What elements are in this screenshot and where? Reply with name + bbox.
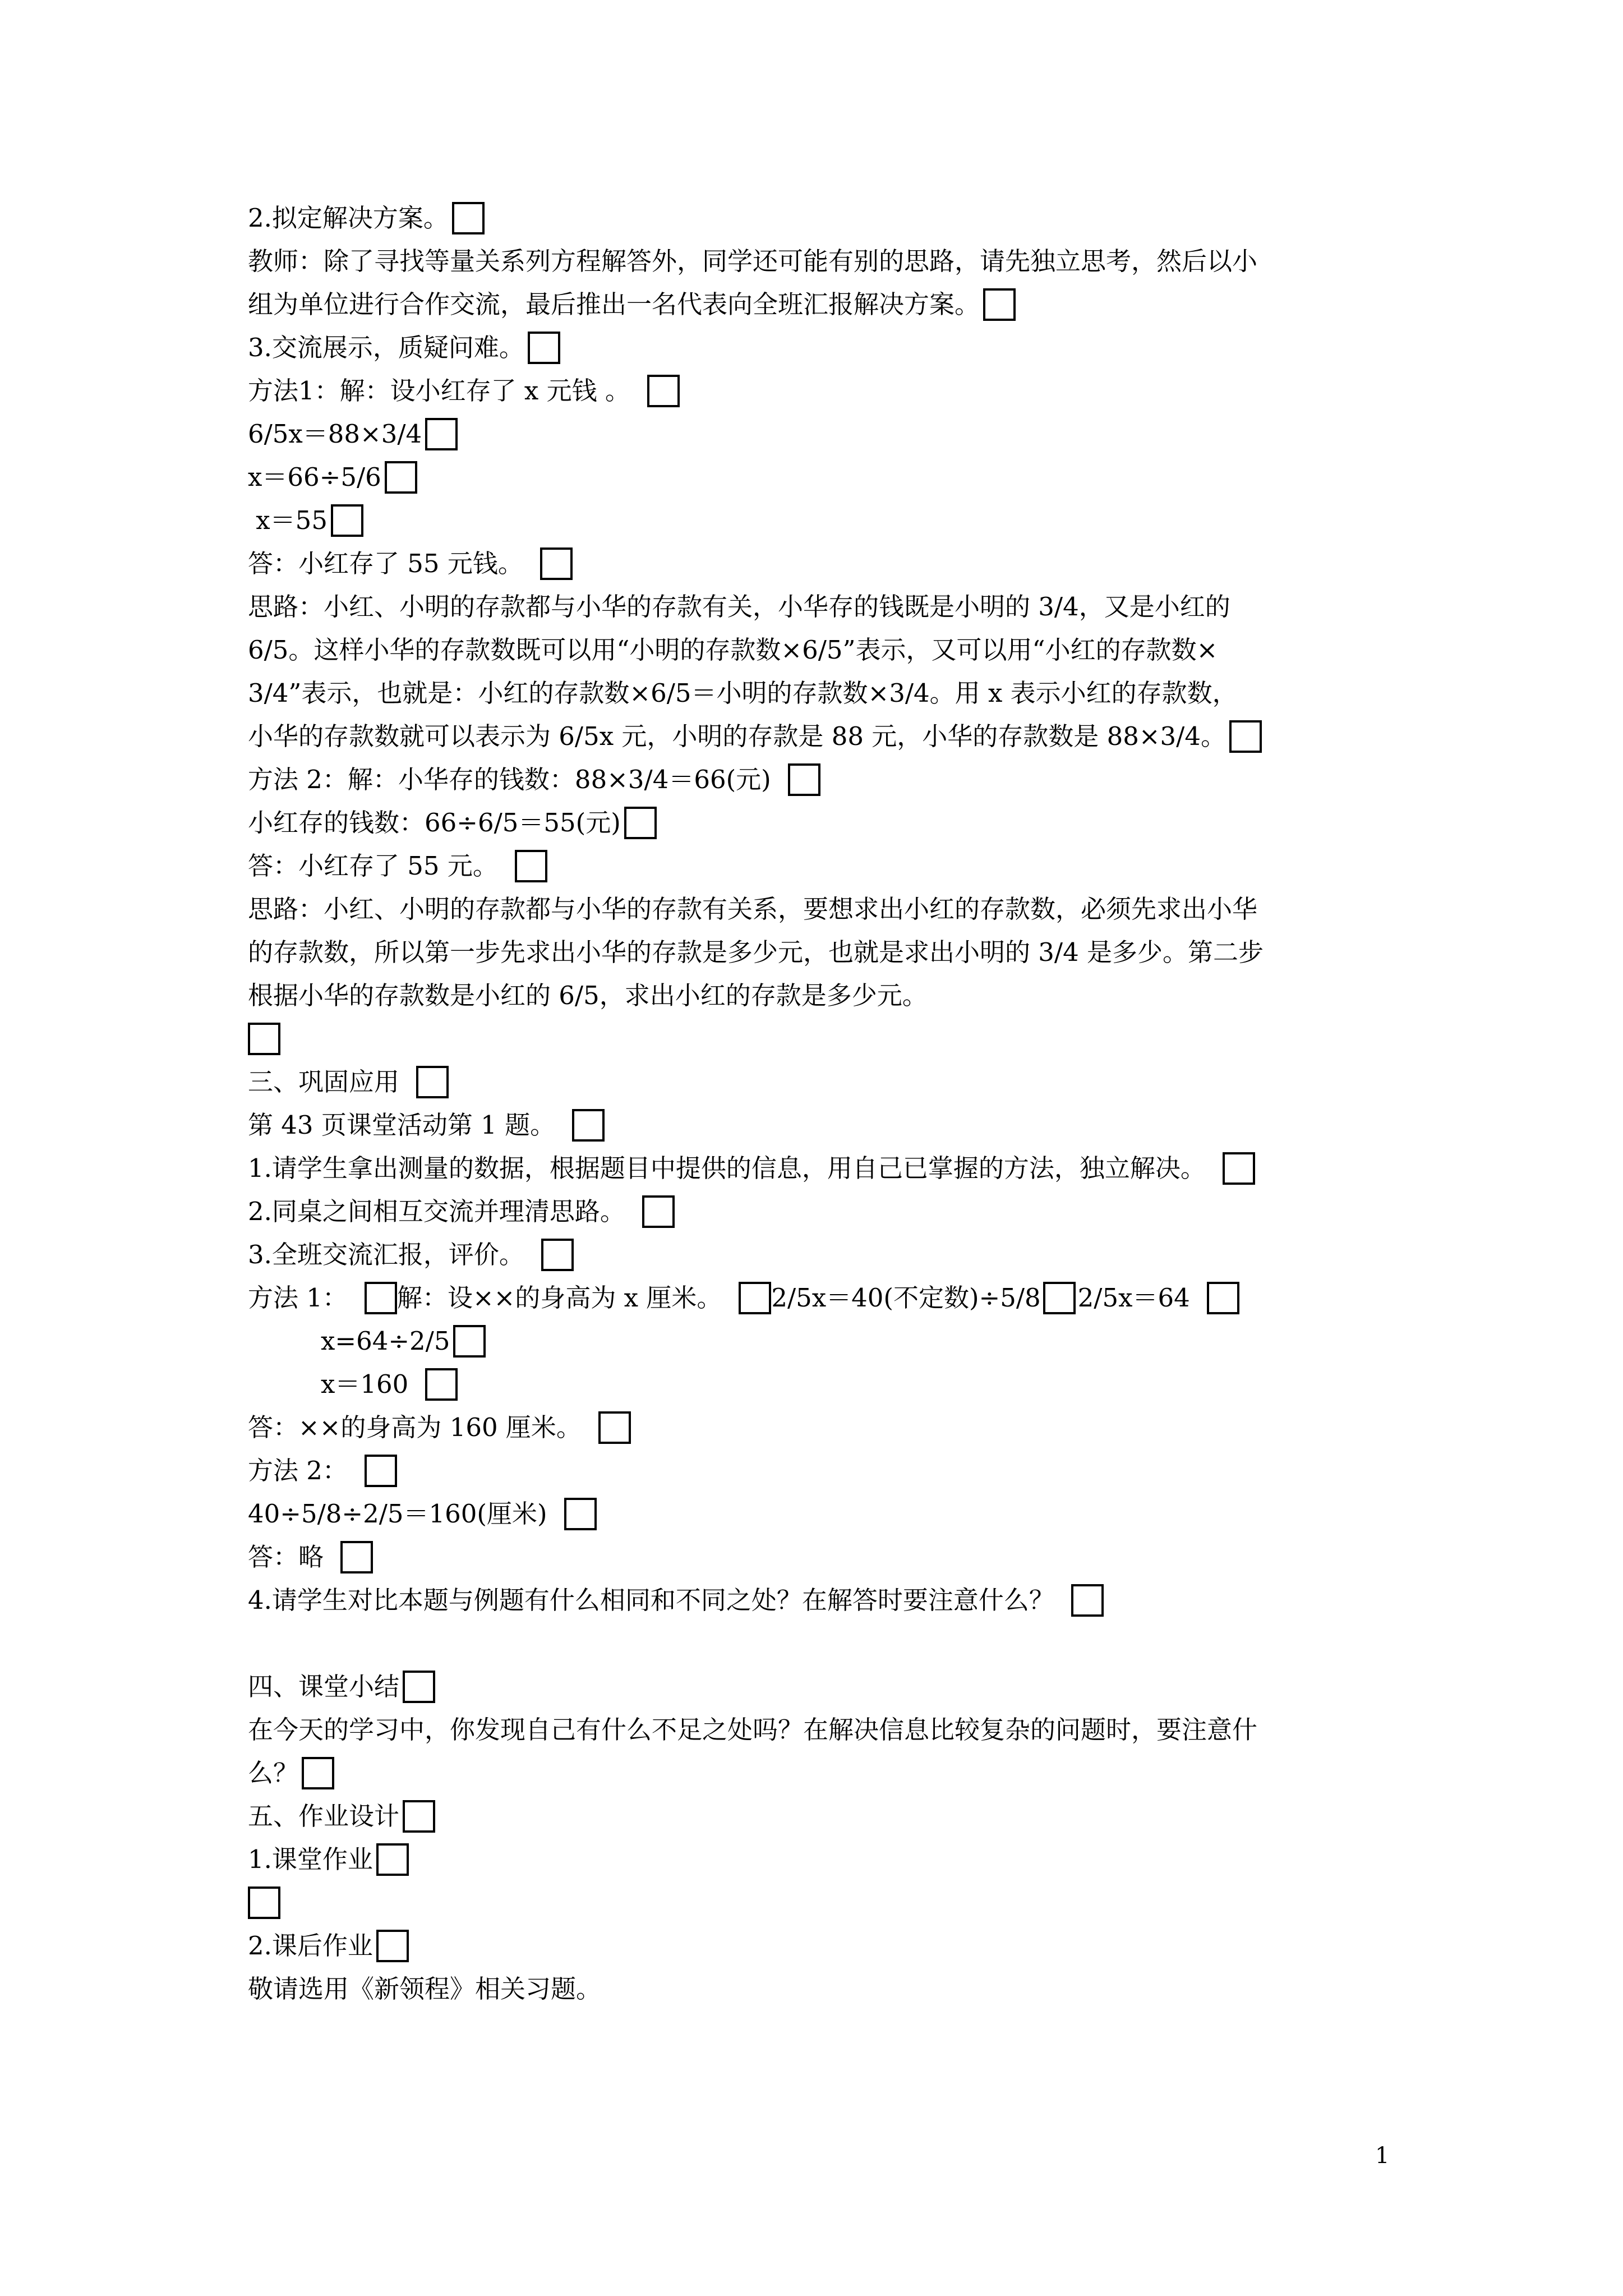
paragraph-text: 组为单位进行合作交流，最后推出一名代表向全班汇报解决方案。 <box>248 289 980 319</box>
text-line <box>248 196 1392 240</box>
text-line <box>248 1708 1392 1751</box>
empty-box <box>528 332 560 364</box>
text-line <box>248 1103 1392 1147</box>
empty-box <box>1207 1282 1239 1314</box>
text-line <box>248 844 1392 887</box>
text-line <box>248 240 1392 283</box>
empty-box <box>564 1498 597 1530</box>
text-line <box>248 326 1392 369</box>
empty-box <box>302 1757 334 1789</box>
paragraph-text: 3/4”表示，也就是：小红的存款数×6/5＝小明的存款数×3/4。用 x 表示小红的存款数， <box>248 678 1238 708</box>
paragraph-text: 3.全班交流汇报，评价。 <box>248 1240 524 1269</box>
text-line <box>248 1449 1392 1492</box>
empty-box <box>365 1282 397 1314</box>
answer-text: 答：略 <box>248 1542 324 1572</box>
empty-box <box>452 202 485 234</box>
empty-box <box>540 547 573 580</box>
empty-box <box>572 1109 605 1142</box>
section-heading: 三、巩固应用 <box>248 1067 400 1097</box>
text-line <box>248 1233 1392 1276</box>
empty-box <box>598 1411 631 1444</box>
text-line <box>248 1665 1392 1708</box>
text-line <box>248 1838 1392 1881</box>
text-line <box>248 887 1392 931</box>
equation-text: x=64÷2/5 <box>321 1326 450 1356</box>
paragraph-text: 在今天的学习中，你发现自己有什么不足之处吗？在解决信息比较复杂的问题时，要注意什 <box>248 1715 1258 1745</box>
text-line <box>248 1795 1392 1838</box>
text-line <box>248 499 1392 542</box>
text-line <box>248 974 1392 1017</box>
paragraph-text: 小华的存款数就可以表示为 6/5x 元，小明的存款是 88 元，小华的存款数是 88×3/4。 <box>248 721 1226 751</box>
paragraph-text: 教师：除了寻找等量关系列方程解答外，同学还可能有别的思路，请先独立思考，然后以小 <box>248 246 1258 276</box>
text-line <box>248 1579 1392 1622</box>
method-text: 方法1：解：设小红存了 x 元钱 。 <box>248 376 630 406</box>
empty-box <box>365 1455 397 1487</box>
text-line <box>248 715 1392 758</box>
empty-box <box>376 1930 409 1962</box>
text-line <box>248 585 1392 628</box>
empty-box <box>1071 1584 1104 1617</box>
paragraph-text: 1.课堂作业 <box>248 1844 373 1874</box>
paragraph-text: 6/5。这样小华的存款数既可以用“小明的存款数×6/5”表示，又可以用“小红的存款数× <box>248 635 1218 665</box>
step-heading: 3.交流展示，质疑问难。 <box>248 333 524 362</box>
empty-box <box>788 763 820 796</box>
equation-text: 6/5x＝88×3/4 <box>248 419 422 449</box>
text-line <box>248 1363 1392 1406</box>
empty-box <box>739 1282 771 1314</box>
text-line <box>248 283 1392 326</box>
text-line <box>248 542 1392 585</box>
method-text: 方法 2： <box>248 1456 348 1485</box>
text-line <box>248 1535 1392 1579</box>
method-text: 方法 1： <box>248 1283 348 1313</box>
text-line <box>248 1881 1392 1924</box>
empty-box <box>541 1239 574 1271</box>
method-text: 方法 2：解：小华存的钱数：88×3/4＝66(元) <box>248 765 771 794</box>
text-line <box>248 758 1392 801</box>
equation-text: x＝160 <box>321 1369 409 1399</box>
answer-text: 答：小红存了 55 元。 <box>248 851 498 881</box>
equation-text: 2/5x＝64 <box>1077 1283 1190 1313</box>
text-line <box>248 369 1392 412</box>
text-line <box>248 1924 1392 1967</box>
text-line <box>248 1017 1392 1060</box>
text-line <box>248 1319 1392 1363</box>
equation-text: 2/5x＝40(不定数)÷5/8 <box>771 1283 1041 1313</box>
paragraph-text: 2.同桌之间相互交流并理清思路。 <box>248 1197 625 1226</box>
answer-text: 答：××的身高为 160 厘米。 <box>248 1412 582 1442</box>
answer-text: 答：小红存了 55 元钱。 <box>248 549 523 578</box>
empty-box <box>983 288 1016 321</box>
equation-text: 小红存的钱数：66÷6/5＝55(元) <box>248 808 621 838</box>
text-line <box>248 931 1392 974</box>
empty-box <box>340 1541 373 1573</box>
empty-box <box>376 1843 409 1876</box>
text-line <box>248 1492 1392 1535</box>
text-line <box>248 1276 1392 1319</box>
section-heading: 四、课堂小结 <box>248 1672 400 1701</box>
paragraph-text: 4.请学生对比本题与例题有什么相同和不同之处？在解答时要注意什么？ <box>248 1585 1054 1615</box>
empty-box <box>642 1195 675 1228</box>
text-line <box>248 1406 1392 1449</box>
text-line <box>248 455 1392 499</box>
paragraph-text: 敬请选用《新领程》相关习题。 <box>248 1974 602 2004</box>
empty-box <box>624 807 657 839</box>
paragraph-text: 的存款数，所以第一步先求出小华的存款是多少元，也就是求出小明的 3/4 是多少。第二步 <box>248 937 1264 967</box>
equation-text: x＝55 <box>248 505 328 535</box>
document-body <box>248 196 1392 2010</box>
paragraph-text: 么？ <box>248 1758 299 1788</box>
paragraph-text: 思路：小红、小明的存款都与小华的存款有关，小华存的钱既是小明的 3/4，又是小红的 <box>248 592 1230 622</box>
text-line <box>248 801 1392 844</box>
equation-text: 解：设××的身高为 x 厘米。 <box>396 1283 722 1313</box>
empty-box <box>403 1671 435 1703</box>
text-line <box>248 628 1392 671</box>
equation-text: x＝66÷5/6 <box>248 462 381 492</box>
text-line <box>248 1147 1392 1190</box>
paragraph-text: 2.课后作业 <box>248 1931 373 1961</box>
section-heading: 五、作业设计 <box>248 1801 400 1831</box>
text-line <box>248 1190 1392 1233</box>
text-line <box>248 412 1392 455</box>
equation-text: 40÷5/8÷2/5＝160(厘米) <box>248 1499 547 1529</box>
paragraph-text: 思路：小红、小明的存款都与小华的存款有关系，要想求出小红的存款数，必须先求出小华 <box>248 894 1258 924</box>
text-line <box>248 1751 1392 1795</box>
blank-line <box>248 1622 1392 1665</box>
empty-box <box>425 418 458 450</box>
empty-box <box>385 461 417 494</box>
empty-box <box>647 375 680 407</box>
text-line <box>248 671 1392 715</box>
step-heading: 2.拟定解决方案。 <box>248 203 449 233</box>
paragraph-text: 1.请学生拿出测量的数据，根据题目中提供的信息，用自己已掌握的方法，独立解决。 <box>248 1153 1206 1183</box>
paragraph-text: 第 43 页课堂活动第 1 题。 <box>248 1110 556 1140</box>
empty-box <box>515 850 547 882</box>
empty-box <box>1043 1282 1076 1314</box>
empty-box <box>403 1800 435 1833</box>
empty-box <box>248 1887 280 1919</box>
paragraph-text: 根据小华的存款数是小红的 6/5，求出小红的存款是多少元。 <box>248 981 928 1010</box>
empty-box <box>1223 1152 1255 1185</box>
empty-box <box>1229 720 1262 753</box>
page-number: 1 <box>1375 2143 1390 2169</box>
text-line <box>248 1967 1392 2010</box>
empty-box <box>331 504 363 537</box>
empty-box <box>416 1066 449 1098</box>
text-line <box>248 1060 1392 1103</box>
empty-box <box>248 1023 280 1055</box>
empty-box <box>425 1368 458 1401</box>
empty-box <box>453 1325 486 1358</box>
